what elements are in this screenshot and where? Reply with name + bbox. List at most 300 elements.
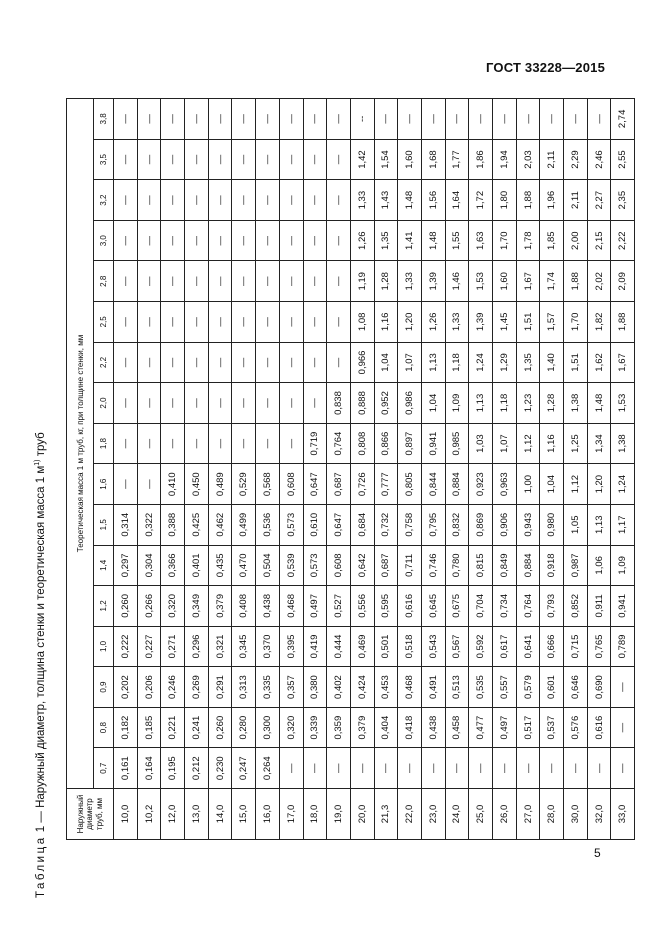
mass-cell: 0,370 bbox=[256, 626, 280, 667]
mass-cell: — bbox=[303, 383, 327, 424]
table-row bbox=[445, 99, 469, 840]
table-row bbox=[350, 99, 374, 840]
mass-cell: 0,789 bbox=[611, 626, 635, 667]
mass-cell: 0,518 bbox=[398, 626, 422, 667]
mass-cell: 0,335 bbox=[256, 667, 280, 708]
mass-cell: — bbox=[161, 423, 185, 464]
table-caption bbox=[26, 98, 56, 898]
diameter-cell: 21,3 bbox=[374, 789, 398, 840]
mass-cell: 1,39 bbox=[469, 302, 493, 343]
mass-cell: 1,16 bbox=[540, 423, 564, 464]
mass-cell: 2,27 bbox=[587, 180, 611, 221]
mass-cell: 0,777 bbox=[374, 464, 398, 505]
mass-cell: 1,94 bbox=[493, 139, 517, 180]
mass-cell: — bbox=[327, 302, 351, 343]
mass-cell: — bbox=[185, 261, 209, 302]
mass-cell: 1,18 bbox=[445, 342, 469, 383]
mass-cell: 0,513 bbox=[445, 667, 469, 708]
mass-cell: — bbox=[232, 423, 256, 464]
mass-cell: 0,838 bbox=[327, 383, 351, 424]
mass-cell: 0,345 bbox=[232, 626, 256, 667]
mass-cell: 1,48 bbox=[421, 220, 445, 261]
mass-cell: 1,46 bbox=[445, 261, 469, 302]
mass-cell: 1,07 bbox=[493, 423, 517, 464]
mass-cell: 0,808 bbox=[350, 423, 374, 464]
mass-cell: 0,419 bbox=[303, 626, 327, 667]
mass-cell: 0,489 bbox=[208, 464, 232, 505]
mass-cell: 0,501 bbox=[374, 626, 398, 667]
mass-cell: 1,88 bbox=[564, 261, 588, 302]
mass-cell: 0,704 bbox=[469, 586, 493, 627]
mass-cell: — bbox=[256, 180, 280, 221]
diameter-cell: 24,0 bbox=[445, 789, 469, 840]
mass-cell: 1,20 bbox=[398, 302, 422, 343]
mass-cell: 0,719 bbox=[303, 423, 327, 464]
mass-cell: 1,82 bbox=[587, 302, 611, 343]
mass-cell: — bbox=[208, 139, 232, 180]
mass-cell: — bbox=[232, 139, 256, 180]
mass-cell: 1,28 bbox=[374, 261, 398, 302]
mass-cell: 2,11 bbox=[564, 180, 588, 221]
mass-cell: 2,29 bbox=[564, 139, 588, 180]
mass-cell: — bbox=[327, 342, 351, 383]
mass-cell: — bbox=[161, 302, 185, 343]
mass-cell: 0,195 bbox=[161, 748, 185, 789]
mass-cell: 0,164 bbox=[137, 748, 161, 789]
thickness-header: 1,6 bbox=[94, 464, 114, 505]
thickness-header: 2,0 bbox=[94, 383, 114, 424]
mass-cell: 2,11 bbox=[540, 139, 564, 180]
mass-cell: 0,687 bbox=[374, 545, 398, 586]
mass-cell: — bbox=[303, 342, 327, 383]
diameter-cell: 14,0 bbox=[208, 789, 232, 840]
mass-cell: 1,60 bbox=[398, 139, 422, 180]
mass-cell: — bbox=[208, 302, 232, 343]
mass-cell: 0,647 bbox=[303, 464, 327, 505]
mass-cell: 0,608 bbox=[327, 545, 351, 586]
mass-cell: — bbox=[208, 423, 232, 464]
mass-cell: 0,592 bbox=[469, 626, 493, 667]
mass-cell: 1,04 bbox=[421, 383, 445, 424]
mass-cell: 1,67 bbox=[516, 261, 540, 302]
mass-cell: — bbox=[256, 342, 280, 383]
mass-cell: 0,780 bbox=[445, 545, 469, 586]
diameter-cell: 18,0 bbox=[303, 789, 327, 840]
diameter-header: Наружный диаметр труб, мм bbox=[67, 789, 114, 840]
mass-cell: 0,379 bbox=[350, 707, 374, 748]
mass-cell: — bbox=[137, 99, 161, 140]
mass-cell: — bbox=[256, 99, 280, 140]
mass-cell: 1,20 bbox=[587, 464, 611, 505]
mass-cell: 1,85 bbox=[540, 220, 564, 261]
mass-cell: 0,645 bbox=[421, 586, 445, 627]
mass-cell: 0,617 bbox=[493, 626, 517, 667]
mass-cell: 0,573 bbox=[303, 545, 327, 586]
mass-cell: 0,866 bbox=[374, 423, 398, 464]
thickness-header: 2,5 bbox=[94, 302, 114, 343]
mass-cell: — bbox=[256, 302, 280, 343]
mass-cell: — bbox=[208, 220, 232, 261]
mass-cell: 1,53 bbox=[611, 383, 635, 424]
mass-cell: 1,35 bbox=[374, 220, 398, 261]
mass-cell: -- bbox=[350, 99, 374, 140]
mass-cell: — bbox=[327, 180, 351, 221]
table-row bbox=[185, 99, 209, 840]
mass-cell: 0,444 bbox=[327, 626, 351, 667]
mass-cell: — bbox=[185, 423, 209, 464]
thickness-header: 3,5 bbox=[94, 139, 114, 180]
mass-cell: 1,40 bbox=[540, 342, 564, 383]
mass-cell: — bbox=[469, 748, 493, 789]
mass-cell: — bbox=[303, 261, 327, 302]
diameter-cell: 13,0 bbox=[185, 789, 209, 840]
mass-cell: 0,161 bbox=[114, 748, 138, 789]
mass-cell: — bbox=[161, 139, 185, 180]
mass-cell: — bbox=[587, 99, 611, 140]
table-row bbox=[114, 99, 138, 840]
mass-cell: — bbox=[279, 139, 303, 180]
mass-cell: 1,67 bbox=[611, 342, 635, 383]
mass-cell: 0,468 bbox=[279, 586, 303, 627]
mass-cell: 1,35 bbox=[516, 342, 540, 383]
mass-cell: 1,26 bbox=[421, 302, 445, 343]
mass-cell: — bbox=[279, 423, 303, 464]
mass-cell: 1,78 bbox=[516, 220, 540, 261]
mass-cell: — bbox=[564, 99, 588, 140]
thickness-header: 1,5 bbox=[94, 504, 114, 545]
mass-cell: 1,63 bbox=[469, 220, 493, 261]
mass-cell: — bbox=[232, 180, 256, 221]
mass-cell: — bbox=[327, 220, 351, 261]
mass-cell: 0,666 bbox=[540, 626, 564, 667]
mass-cell: — bbox=[208, 342, 232, 383]
mass-cell: 2,09 bbox=[611, 261, 635, 302]
mass-cell: 0,497 bbox=[303, 586, 327, 627]
mass-cell: — bbox=[516, 748, 540, 789]
mass-cell: 0,852 bbox=[564, 586, 588, 627]
table-row bbox=[208, 99, 232, 840]
thickness-header: 1,2 bbox=[94, 586, 114, 627]
diameter-cell: 27,0 bbox=[516, 789, 540, 840]
mass-cell: 1,70 bbox=[493, 220, 517, 261]
mass-cell: 1,24 bbox=[611, 464, 635, 505]
mass-cell: 0,320 bbox=[161, 586, 185, 627]
mass-cell: 1,29 bbox=[493, 342, 517, 383]
mass-cell: — bbox=[161, 342, 185, 383]
diameter-cell: 30,0 bbox=[564, 789, 588, 840]
mass-cell: — bbox=[303, 302, 327, 343]
mass-cell: 0,918 bbox=[540, 545, 564, 586]
mass-cell: — bbox=[445, 748, 469, 789]
mass-cell: — bbox=[279, 748, 303, 789]
mass-cell: 0,980 bbox=[540, 504, 564, 545]
mass-cell: 0,499 bbox=[232, 504, 256, 545]
diameter-cell: 17,0 bbox=[279, 789, 303, 840]
table-row bbox=[421, 99, 445, 840]
mass-cell: 0,266 bbox=[137, 586, 161, 627]
table-row bbox=[469, 99, 493, 840]
mass-cell: 0,536 bbox=[256, 504, 280, 545]
mass-cell: 0,923 bbox=[469, 464, 493, 505]
mass-cell: 0,897 bbox=[398, 423, 422, 464]
mass-cell: — bbox=[114, 302, 138, 343]
mass-cell: 0,576 bbox=[564, 707, 588, 748]
mass-cell: — bbox=[327, 261, 351, 302]
mass-cell: 0,941 bbox=[421, 423, 445, 464]
mass-cell: — bbox=[232, 220, 256, 261]
mass-cell: 0,491 bbox=[421, 667, 445, 708]
document-header: ГОСТ 33228—2015 bbox=[486, 60, 605, 75]
mass-cell: 1,34 bbox=[587, 423, 611, 464]
mass-cell: — bbox=[398, 99, 422, 140]
mass-cell: 0,616 bbox=[587, 707, 611, 748]
mass-cell: 1,88 bbox=[611, 302, 635, 343]
mass-cell: — bbox=[208, 99, 232, 140]
mass-cell: — bbox=[374, 99, 398, 140]
mass-cell: 0,320 bbox=[279, 707, 303, 748]
mass-cell: — bbox=[232, 342, 256, 383]
mass-cell: 0,888 bbox=[350, 383, 374, 424]
mass-cell: 0,380 bbox=[303, 667, 327, 708]
rotated-table-block bbox=[26, 98, 629, 898]
mass-cell: 0,726 bbox=[350, 464, 374, 505]
mass-cell: — bbox=[137, 464, 161, 505]
caption-suffix: труб bbox=[35, 432, 47, 460]
mass-cell: 1,19 bbox=[350, 261, 374, 302]
thickness-header: 3,2 bbox=[94, 180, 114, 221]
mass-cell: 0,529 bbox=[232, 464, 256, 505]
mass-cell: — bbox=[279, 180, 303, 221]
mass-cell: 0,300 bbox=[256, 707, 280, 748]
mass-cell: 2,03 bbox=[516, 139, 540, 180]
mass-cell: — bbox=[161, 180, 185, 221]
diameter-cell: 26,0 bbox=[493, 789, 517, 840]
mass-cell: 2,02 bbox=[587, 261, 611, 302]
mass-cell: — bbox=[114, 423, 138, 464]
caption-prefix: Таблица bbox=[35, 835, 47, 898]
mass-cell: 0,438 bbox=[421, 707, 445, 748]
mass-cell: — bbox=[161, 261, 185, 302]
mass-cell: 0,222 bbox=[114, 626, 138, 667]
mass-cell: 0,795 bbox=[421, 504, 445, 545]
mass-cell: 0,869 bbox=[469, 504, 493, 545]
mass-cell: — bbox=[185, 180, 209, 221]
mass-cell: — bbox=[279, 383, 303, 424]
mass-cell: 0,395 bbox=[279, 626, 303, 667]
thickness-header: 3,8 bbox=[94, 99, 114, 140]
mass-cell: — bbox=[303, 99, 327, 140]
mass-cell: 1,38 bbox=[564, 383, 588, 424]
mass-cell: 0,497 bbox=[493, 707, 517, 748]
table-row bbox=[564, 99, 588, 840]
mass-cell: 0,247 bbox=[232, 748, 256, 789]
mass-cell: 0,941 bbox=[611, 586, 635, 627]
mass-cell: 0,182 bbox=[114, 707, 138, 748]
mass-cell: 1,13 bbox=[421, 342, 445, 383]
mass-cell: 0,764 bbox=[327, 423, 351, 464]
mass-cell: 0,805 bbox=[398, 464, 422, 505]
mass-cell: 0,746 bbox=[421, 545, 445, 586]
mass-cell: 1,33 bbox=[350, 180, 374, 221]
mass-cell: 1,33 bbox=[398, 261, 422, 302]
table-header-row bbox=[67, 99, 94, 840]
mass-cell: 0,687 bbox=[327, 464, 351, 505]
mass-cell: 0,556 bbox=[350, 586, 374, 627]
mass-cell: 0,567 bbox=[445, 626, 469, 667]
mass-cell: — bbox=[256, 423, 280, 464]
mass-cell: 1,51 bbox=[516, 302, 540, 343]
mass-cell: — bbox=[256, 220, 280, 261]
mass-cell: 1,39 bbox=[421, 261, 445, 302]
mass-cell: 0,595 bbox=[374, 586, 398, 627]
mass-cell: 0,227 bbox=[137, 626, 161, 667]
mass-cell: 0,202 bbox=[114, 667, 138, 708]
mass-cell: 0,366 bbox=[161, 545, 185, 586]
mass-cell: 1,08 bbox=[350, 302, 374, 343]
mass-cell: 0,793 bbox=[540, 586, 564, 627]
mass-cell: 0,966 bbox=[350, 342, 374, 383]
mass-cell: 1,57 bbox=[540, 302, 564, 343]
mass-cell: 0,646 bbox=[564, 667, 588, 708]
mass-cell: — bbox=[208, 180, 232, 221]
table-body bbox=[114, 99, 635, 840]
mass-group-header: Теоретическая масса 1 м труб, кг, при толщине стенки, мм bbox=[67, 99, 94, 789]
mass-cell: — bbox=[161, 383, 185, 424]
mass-cell: 0,537 bbox=[540, 707, 564, 748]
mass-cell: 0,884 bbox=[445, 464, 469, 505]
mass-cell: — bbox=[137, 383, 161, 424]
table-row bbox=[587, 99, 611, 840]
mass-cell: 0,410 bbox=[161, 464, 185, 505]
table-row bbox=[137, 99, 161, 840]
table-row bbox=[611, 99, 635, 840]
mass-cell: 1,41 bbox=[398, 220, 422, 261]
mass-cell: — bbox=[374, 748, 398, 789]
table-row bbox=[398, 99, 422, 840]
thickness-header: 1,0 bbox=[94, 626, 114, 667]
mass-cell: — bbox=[279, 99, 303, 140]
diameter-cell: 19,0 bbox=[327, 789, 351, 840]
mass-cell: 0,221 bbox=[161, 707, 185, 748]
mass-cell: — bbox=[421, 748, 445, 789]
mass-cell: 1,13 bbox=[469, 383, 493, 424]
mass-cell: 0,884 bbox=[516, 545, 540, 586]
diameter-cell: 23,0 bbox=[421, 789, 445, 840]
mass-cell: 0,280 bbox=[232, 707, 256, 748]
mass-cell: 1,88 bbox=[516, 180, 540, 221]
mass-cell: 1,48 bbox=[587, 383, 611, 424]
mass-cell: 0,758 bbox=[398, 504, 422, 545]
mass-cell: 1,74 bbox=[540, 261, 564, 302]
mass-cell: 1,56 bbox=[421, 180, 445, 221]
table-row bbox=[303, 99, 327, 840]
mass-cell: — bbox=[303, 139, 327, 180]
page-number: 5 bbox=[594, 846, 601, 860]
mass-cell: 1,16 bbox=[374, 302, 398, 343]
mass-cell: — bbox=[256, 139, 280, 180]
mass-cell: — bbox=[114, 139, 138, 180]
mass-cell: 0,527 bbox=[327, 586, 351, 627]
mass-cell: 0,470 bbox=[232, 545, 256, 586]
mass-cell: 1,33 bbox=[445, 302, 469, 343]
table-row bbox=[540, 99, 564, 840]
mass-cell: — bbox=[279, 261, 303, 302]
mass-cell: 0,986 bbox=[398, 383, 422, 424]
mass-cell: — bbox=[611, 667, 635, 708]
mass-cell: 1,72 bbox=[469, 180, 493, 221]
thickness-header: 0,9 bbox=[94, 667, 114, 708]
mass-cell: 1,77 bbox=[445, 139, 469, 180]
mass-cell: 0,557 bbox=[493, 667, 517, 708]
mass-cell: — bbox=[137, 220, 161, 261]
diameter-cell: 10,2 bbox=[137, 789, 161, 840]
mass-cell: 1,24 bbox=[469, 342, 493, 383]
mass-cell: 1,04 bbox=[540, 464, 564, 505]
mass-cell: 2,00 bbox=[564, 220, 588, 261]
mass-cell: 0,260 bbox=[114, 586, 138, 627]
table-row bbox=[516, 99, 540, 840]
mass-cell: 1,04 bbox=[374, 342, 398, 383]
mass-cell: — bbox=[493, 99, 517, 140]
mass-cell: 0,297 bbox=[114, 545, 138, 586]
caption-text: — Наружный диаметр, толщина стенки и теоретическая масса 1 м bbox=[35, 465, 47, 823]
mass-cell: — bbox=[303, 180, 327, 221]
thickness-header: 0,8 bbox=[94, 707, 114, 748]
table-row bbox=[232, 99, 256, 840]
mass-cell: — bbox=[232, 99, 256, 140]
mass-cell: — bbox=[114, 383, 138, 424]
mass-cell: 1,28 bbox=[540, 383, 564, 424]
thickness-header: 2,2 bbox=[94, 342, 114, 383]
thickness-header-row bbox=[94, 99, 114, 840]
mass-cell: 1,43 bbox=[374, 180, 398, 221]
mass-cell: — bbox=[185, 342, 209, 383]
mass-cell: 0,815 bbox=[469, 545, 493, 586]
table-row bbox=[161, 99, 185, 840]
mass-cell: 0,844 bbox=[421, 464, 445, 505]
mass-cell: 1,80 bbox=[493, 180, 517, 221]
mass-cell: 0,314 bbox=[114, 504, 138, 545]
mass-cell: — bbox=[587, 748, 611, 789]
mass-cell: 1,45 bbox=[493, 302, 517, 343]
mass-cell: — bbox=[327, 139, 351, 180]
mass-cell: — bbox=[208, 383, 232, 424]
table-row bbox=[256, 99, 280, 840]
mass-cell: 2,15 bbox=[587, 220, 611, 261]
mass-cell: 0,985 bbox=[445, 423, 469, 464]
mass-cell: 0,435 bbox=[208, 545, 232, 586]
mass-cell: 1,60 bbox=[493, 261, 517, 302]
mass-cell: 1,96 bbox=[540, 180, 564, 221]
caption-number: 1 bbox=[35, 825, 47, 833]
mass-cell: 0,458 bbox=[445, 707, 469, 748]
mass-cell: 2,55 bbox=[611, 139, 635, 180]
mass-cell: 0,401 bbox=[185, 545, 209, 586]
table-row bbox=[327, 99, 351, 840]
mass-cell: — bbox=[611, 748, 635, 789]
mass-cell: 0,425 bbox=[185, 504, 209, 545]
mass-cell: 1,48 bbox=[398, 180, 422, 221]
mass-cell: 1,51 bbox=[564, 342, 588, 383]
mass-cell: 0,468 bbox=[398, 667, 422, 708]
mass-cell: — bbox=[185, 302, 209, 343]
mass-cell: 1,38 bbox=[611, 423, 635, 464]
thickness-header: 0,7 bbox=[94, 748, 114, 789]
mass-cell: 0,535 bbox=[469, 667, 493, 708]
mass-cell: — bbox=[564, 748, 588, 789]
mass-cell: 0,579 bbox=[516, 667, 540, 708]
mass-cell: 0,349 bbox=[185, 586, 209, 627]
